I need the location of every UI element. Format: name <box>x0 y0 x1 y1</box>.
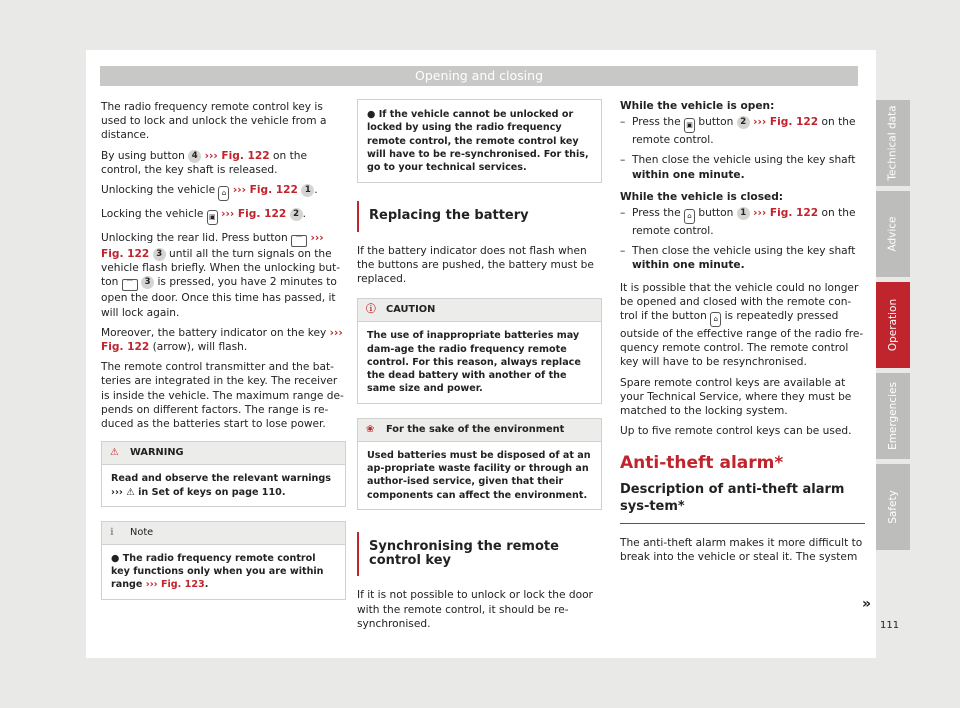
environment-header: ❀ For the sake of the environment <box>358 419 601 442</box>
caution-icon: ⓘ <box>366 304 376 316</box>
paragraph: Unlocking the rear lid. Press button ⌒ ››› Fig. 122 3 until all the turn signals on the vehicle flash briefly. When the unlocking but-ton ⌒ 3 is pressed, you have 2 minutes to open the door. Once this time has passed, it will lock again. <box>101 232 341 319</box>
list-item: – Press the ⌂ button 1 ››› Fig. 122 on the remote control. <box>620 206 865 238</box>
continue-marker: » <box>862 596 872 612</box>
unlock-icon: ⌂ <box>684 209 695 224</box>
unlock-icon: ⌂ <box>218 186 229 201</box>
lock-icon: ▣ <box>207 210 218 225</box>
list-item: – Then close the vehicle using the key shaft within one minute. <box>620 244 865 272</box>
column-left <box>101 100 346 610</box>
warning-header: ⚠ WARNING <box>102 442 345 465</box>
section-heading: Synchronising the remote control key <box>357 532 602 576</box>
note-icon: ℹ <box>110 526 114 538</box>
tab-advice[interactable]: Advice <box>876 191 910 277</box>
subheading: While the vehicle is open: <box>620 100 775 112</box>
figure-link[interactable]: ››› Fig. 122 <box>232 184 298 197</box>
callout-number: 2 <box>737 116 750 129</box>
chapter-heading: Anti-theft alarm* <box>620 453 784 474</box>
chapter-tabs <box>876 100 910 555</box>
paragraph: By using button 4 ››› Fig. 122 on the control, the key shaft is released. <box>101 149 307 176</box>
paragraph: Moreover, the battery indicator on the key ››› Fig. 122 (arrow), will flash. <box>101 326 343 354</box>
figure-link[interactable]: ››› Fig. 123 <box>145 579 205 591</box>
paragraph: Up to five remote control keys can be used. <box>620 425 852 438</box>
paragraph: Unlocking the vehicle ⌂ ››› Fig. 122 1 . <box>101 183 346 201</box>
environment-box <box>357 418 602 510</box>
tab-operation[interactable]: Operation <box>876 282 910 368</box>
warning-text: Read and observe the relevant warnings ››› ⚠ in Set of keys on page 110. <box>111 473 331 498</box>
subheading: While the vehicle is closed: <box>620 190 784 203</box>
figure-link[interactable]: ››› Fig. 122 <box>101 326 343 354</box>
figure-link[interactable]: ››› Fig. 122 <box>753 116 819 129</box>
caution-header: ⓘ CAUTION <box>358 299 601 322</box>
paragraph: The radio frequency remote control key is used to lock and unlock the vehicle from a distance. <box>101 101 327 142</box>
unlock-icon: ⌂ <box>710 312 721 327</box>
figure-link[interactable]: ››› Fig. 122 <box>221 208 287 221</box>
figure-link[interactable]: ››› Fig. 122 <box>101 232 324 261</box>
figure-link[interactable]: ››› Fig. 122 <box>204 149 270 162</box>
callout-number: 3 <box>141 276 154 289</box>
list-item: – Press the ▣ button 2 ››› Fig. 122 on the remote control. <box>620 115 865 147</box>
section-heading: Description of anti-theft alarm sys-tem* <box>620 481 865 524</box>
callout-number: 3 <box>153 248 166 261</box>
environment-icon: ❀ <box>366 423 375 435</box>
paragraph: Locking the vehicle ▣ ››› Fig. 122 2 . <box>101 207 346 225</box>
info-box <box>357 99 602 183</box>
paragraph: The anti-theft alarm makes it more difficult to break into the vehicle or steal it. The system <box>620 536 863 563</box>
column-middle <box>357 99 602 637</box>
callout-number: 4 <box>188 150 201 163</box>
section-heading: Replacing the battery <box>357 201 602 231</box>
trunk-icon: ⌒ <box>291 235 307 247</box>
trunk-icon: ⌒ <box>122 279 138 291</box>
tab-safety[interactable]: Safety <box>876 464 910 550</box>
paragraph: Spare remote control keys are available at your Technical Service, where they must be matched to the locking system. <box>620 376 852 418</box>
caution-text: The use of inappropriate batteries may dam-age the radio frequency remote control. For this reason, always replace the dead battery with another of the same size and power. <box>367 330 581 395</box>
paragraph: If it is not possible to unlock or lock the door with the remote control, it should be re-synchronised. <box>357 589 593 630</box>
note-text: ● The radio frequency remote control key functions only when you are within range ››› Fig. 123. <box>111 552 324 591</box>
callout-number: 1 <box>301 184 314 197</box>
warning-box <box>101 441 346 507</box>
info-box-text: ● If the vehicle cannot be unlocked or locked by using the radio frequency remote control, the remote control key will have to be re-synchronised. For this, go to your technical services. <box>367 109 589 174</box>
list-item: – Then close the vehicle using the key shaft within one minute. <box>620 153 865 181</box>
paragraph: If the battery indicator does not flash when the buttons are pushed, the battery must be replaced. <box>357 244 594 286</box>
callout-number: 1 <box>737 207 750 220</box>
tab-emergencies[interactable]: Emergencies <box>876 373 910 459</box>
paragraph: It is possible that the vehicle could no longer be opened and closed with the remote con-trol if the button ⌂ is repeatedly pressed outside of the effective range of the radio fre-quency remote control. The remote control key will have to be resynchronised. <box>620 281 864 369</box>
paragraph: The remote control transmitter and the bat-teries are integrated in the key. The receiver is inside the vehicle. The maximum range de-pends on different factors. The range is re-duced as the batteries start to lose power. <box>101 361 344 431</box>
figure-link[interactable]: ››› Fig. 122 <box>753 207 819 220</box>
warning-icon: ⚠ <box>110 447 119 459</box>
page-header: Opening and closing <box>100 66 858 86</box>
callout-number: 2 <box>290 208 303 221</box>
lock-icon: ▣ <box>684 118 695 133</box>
note-header: ℹ Note <box>102 522 345 545</box>
column-right <box>620 99 865 570</box>
tab-technical-data[interactable]: Technical data <box>876 100 910 186</box>
page-number: 111 <box>880 620 900 631</box>
caution-box <box>357 298 602 403</box>
note-box <box>101 521 346 600</box>
environment-text: Used batteries must be disposed of at an ap-propriate waste facility or through an author-ised service, given that their components can affect the environment. <box>367 449 591 501</box>
